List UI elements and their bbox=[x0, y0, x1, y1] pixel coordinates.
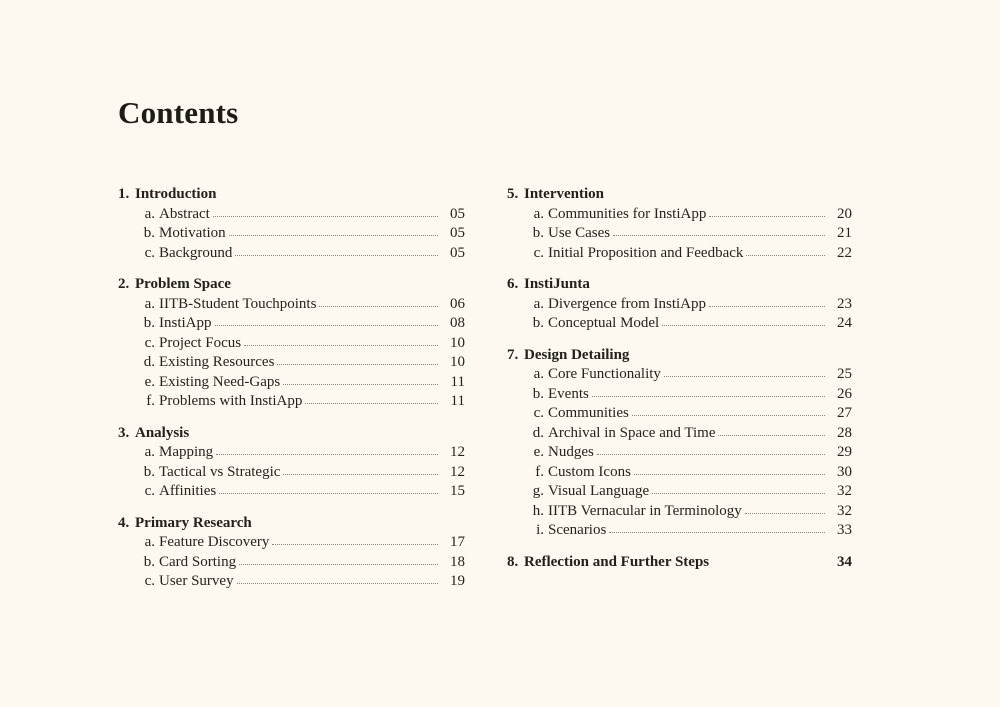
dot-leader bbox=[277, 364, 438, 365]
entry-page-number: 21 bbox=[837, 225, 852, 241]
section-header bbox=[118, 275, 465, 295]
entry-label: Mapping bbox=[159, 444, 214, 460]
section-title: Intervention bbox=[524, 186, 604, 202]
entry-label: InstiApp bbox=[159, 315, 212, 331]
entry-letter: a. bbox=[144, 444, 155, 460]
dot-leader bbox=[613, 235, 825, 236]
section-number: 2. bbox=[118, 276, 130, 292]
entry-page-number: 10 bbox=[450, 354, 465, 370]
dot-leader bbox=[662, 325, 825, 326]
entry-label: Problems with InstiApp bbox=[159, 393, 303, 409]
entry-label: Existing Resources bbox=[159, 354, 275, 370]
entry-letter: f. bbox=[146, 393, 155, 409]
toc-entry bbox=[507, 295, 852, 315]
section-header bbox=[507, 553, 852, 573]
entry-page-number: 12 bbox=[450, 463, 465, 480]
toc-section bbox=[118, 514, 465, 592]
section-header bbox=[118, 424, 465, 444]
dot-leader bbox=[664, 376, 825, 377]
entry-page-number: 26 bbox=[837, 385, 852, 402]
entry-page-number: 27 bbox=[837, 405, 852, 421]
entry-letter: i. bbox=[536, 522, 544, 538]
toc-entry bbox=[118, 295, 465, 315]
dot-leader bbox=[283, 474, 438, 475]
entry-letter: h. bbox=[532, 502, 544, 519]
dot-leader bbox=[597, 454, 825, 455]
dot-leader bbox=[609, 532, 825, 533]
entry-letter: a. bbox=[144, 205, 155, 222]
toc-entry bbox=[507, 224, 852, 244]
section-header bbox=[118, 185, 465, 205]
dot-leader bbox=[237, 583, 438, 584]
entry-letter: a. bbox=[533, 205, 544, 222]
entry-label: Card Sorting bbox=[159, 553, 237, 570]
entry-letter: b. bbox=[143, 553, 155, 570]
entry-label: User Survey bbox=[159, 573, 234, 589]
section-number: 7. bbox=[507, 346, 519, 363]
toc-entry bbox=[118, 533, 465, 553]
entry-label: Custom Icons bbox=[548, 463, 631, 480]
entry-page-number: 05 bbox=[450, 244, 465, 261]
entry-letter: b. bbox=[532, 225, 544, 241]
entry-letter: b. bbox=[532, 315, 544, 331]
entry-label: Conceptual Model bbox=[548, 315, 660, 331]
toc-section bbox=[507, 553, 852, 573]
toc-entry bbox=[507, 424, 852, 444]
entry-label: Archival in Space and Time bbox=[548, 424, 716, 441]
toc-entry bbox=[118, 373, 465, 393]
dot-leader bbox=[213, 216, 438, 217]
section-number: 6. bbox=[507, 276, 519, 292]
entry-page-number: 19 bbox=[450, 573, 465, 589]
entry-page-number: 24 bbox=[837, 315, 852, 331]
entry-page-number: 08 bbox=[450, 315, 465, 331]
section-number: 3. bbox=[118, 424, 130, 441]
entry-page-number: 17 bbox=[450, 534, 465, 550]
entry-letter: f. bbox=[535, 463, 544, 480]
entry-label: Divergence from InstiApp bbox=[548, 295, 707, 312]
section-header bbox=[118, 514, 465, 534]
entry-letter: g. bbox=[532, 483, 544, 499]
toc-section bbox=[118, 185, 465, 263]
entry-letter: c. bbox=[533, 244, 544, 261]
toc-entry bbox=[507, 205, 852, 225]
entry-letter: a. bbox=[144, 534, 155, 550]
section-number: 1. bbox=[118, 186, 130, 202]
entry-letter: e. bbox=[533, 444, 544, 460]
entry-label: Communities bbox=[548, 405, 629, 421]
entry-letter: c. bbox=[144, 573, 155, 589]
entry-label: Feature Discovery bbox=[159, 534, 270, 550]
section-number: 4. bbox=[118, 514, 130, 531]
entry-page-number: 11 bbox=[450, 393, 465, 409]
entry-label: Background bbox=[159, 244, 233, 261]
section-header bbox=[507, 185, 852, 205]
dot-leader bbox=[592, 396, 825, 397]
toc-entry bbox=[118, 553, 465, 573]
toc-entry bbox=[118, 443, 465, 463]
section-title: InstiJunta bbox=[524, 276, 590, 292]
section-title: Reflection and Further Steps bbox=[524, 553, 710, 570]
entry-page-number: 11 bbox=[450, 373, 465, 390]
entry-page-number: 32 bbox=[837, 483, 852, 499]
entry-label: Initial Proposition and Feedback bbox=[548, 244, 744, 261]
entry-page-number: 06 bbox=[450, 295, 465, 312]
entry-label: Nudges bbox=[548, 444, 594, 460]
toc-entry bbox=[507, 365, 852, 385]
dot-leader bbox=[216, 454, 438, 455]
toc-section bbox=[507, 346, 852, 541]
entry-label: IITB-Student Touchpoints bbox=[159, 295, 317, 312]
toc-entry bbox=[507, 521, 852, 541]
dot-leader bbox=[244, 345, 438, 346]
section-number: 5. bbox=[507, 186, 519, 202]
toc-entry bbox=[118, 334, 465, 354]
entry-label: Events bbox=[548, 385, 589, 402]
dot-leader bbox=[709, 306, 825, 307]
entry-letter: c. bbox=[144, 483, 155, 499]
section-header bbox=[507, 346, 852, 366]
toc-entry bbox=[118, 392, 465, 412]
dot-leader bbox=[718, 435, 825, 436]
entry-letter: c. bbox=[533, 405, 544, 421]
entry-letter: a. bbox=[533, 295, 544, 312]
dot-leader bbox=[215, 325, 439, 326]
entry-page-number: 25 bbox=[837, 366, 852, 382]
toc-section bbox=[118, 275, 465, 412]
dot-leader bbox=[632, 415, 825, 416]
dot-leader bbox=[319, 306, 438, 307]
dot-leader bbox=[709, 216, 825, 217]
entry-letter: b. bbox=[532, 385, 544, 402]
toc-entry bbox=[507, 443, 852, 463]
entry-page-number: 10 bbox=[450, 334, 465, 351]
entry-letter: c. bbox=[144, 334, 155, 351]
entry-label: Tactical vs Strategic bbox=[159, 463, 281, 480]
toc-entry bbox=[118, 244, 465, 264]
entry-page-number: 05 bbox=[450, 225, 465, 241]
dot-leader bbox=[219, 493, 438, 494]
entry-letter: e. bbox=[144, 373, 155, 390]
section-header bbox=[507, 275, 852, 295]
toc-entry bbox=[118, 314, 465, 334]
toc-entry bbox=[118, 463, 465, 483]
section-title: Design Detailing bbox=[524, 346, 630, 363]
entry-label: Visual Language bbox=[548, 483, 650, 499]
entry-label: Motivation bbox=[159, 225, 226, 241]
entry-label: Abstract bbox=[159, 205, 210, 222]
section-number: 8. bbox=[507, 553, 519, 570]
toc-column-right bbox=[507, 185, 852, 604]
entry-label: Communities for InstiApp bbox=[548, 205, 707, 222]
entry-page-number: 30 bbox=[837, 463, 852, 480]
entry-label: Affinities bbox=[159, 483, 217, 499]
entry-label: Existing Need-Gaps bbox=[159, 373, 281, 390]
toc-section bbox=[507, 185, 852, 263]
toc-entry bbox=[507, 463, 852, 483]
entry-letter: b. bbox=[143, 225, 155, 241]
section-title: Analysis bbox=[135, 424, 190, 441]
entry-letter: a. bbox=[533, 366, 544, 382]
toc-entry bbox=[118, 205, 465, 225]
section-title: Primary Research bbox=[135, 514, 252, 531]
dot-leader bbox=[229, 235, 438, 236]
entry-page-number: 18 bbox=[450, 553, 465, 570]
entry-page-number: 23 bbox=[837, 295, 852, 312]
dot-leader bbox=[272, 544, 438, 545]
toc-entry bbox=[507, 404, 852, 424]
dot-leader bbox=[235, 255, 438, 256]
toc-entry bbox=[118, 224, 465, 244]
dot-leader bbox=[745, 513, 825, 514]
toc-section bbox=[507, 275, 852, 334]
dot-leader bbox=[746, 255, 825, 256]
toc-entry bbox=[507, 482, 852, 502]
toc-columns bbox=[118, 185, 1000, 604]
entry-page-number: 33 bbox=[837, 522, 852, 538]
entry-label: Core Functionality bbox=[548, 366, 661, 382]
entry-label: Scenarios bbox=[548, 522, 607, 538]
toc-column-left bbox=[118, 185, 465, 604]
entry-page-number: 15 bbox=[450, 483, 465, 499]
entry-letter: c. bbox=[144, 244, 155, 261]
toc-entry bbox=[507, 244, 852, 264]
entry-label: Use Cases bbox=[548, 225, 611, 241]
dot-leader bbox=[652, 493, 825, 494]
entry-page-number: 20 bbox=[837, 205, 852, 222]
toc-entry bbox=[507, 385, 852, 405]
dot-leader bbox=[283, 384, 438, 385]
toc-entry bbox=[118, 482, 465, 502]
entry-page-number: 28 bbox=[837, 424, 852, 441]
toc-entry bbox=[507, 314, 852, 334]
dot-leader bbox=[239, 564, 438, 565]
entry-page-number: 32 bbox=[837, 502, 852, 519]
toc-entry bbox=[118, 353, 465, 373]
page-title: Contents bbox=[118, 95, 239, 130]
entry-letter: b. bbox=[143, 463, 155, 480]
entry-page-number: 12 bbox=[450, 444, 465, 460]
entry-label: Project Focus bbox=[159, 334, 242, 351]
entry-page-number: 29 bbox=[837, 444, 852, 460]
entry-page-number: 22 bbox=[837, 244, 852, 261]
entry-label: IITB Vernacular in Terminology bbox=[548, 502, 742, 519]
dot-leader bbox=[634, 474, 825, 475]
entry-letter: d. bbox=[532, 424, 544, 441]
section-title: Problem Space bbox=[135, 276, 231, 292]
entry-letter: d. bbox=[143, 354, 155, 370]
dot-leader bbox=[305, 403, 438, 404]
section-title: Introduction bbox=[135, 186, 217, 202]
section-page-number: 34 bbox=[837, 553, 852, 570]
toc-entry bbox=[118, 572, 465, 592]
toc-section bbox=[118, 424, 465, 502]
entry-letter: a. bbox=[144, 295, 155, 312]
toc-entry bbox=[507, 502, 852, 522]
entry-letter: b. bbox=[143, 315, 155, 331]
entry-page-number: 05 bbox=[450, 205, 465, 222]
